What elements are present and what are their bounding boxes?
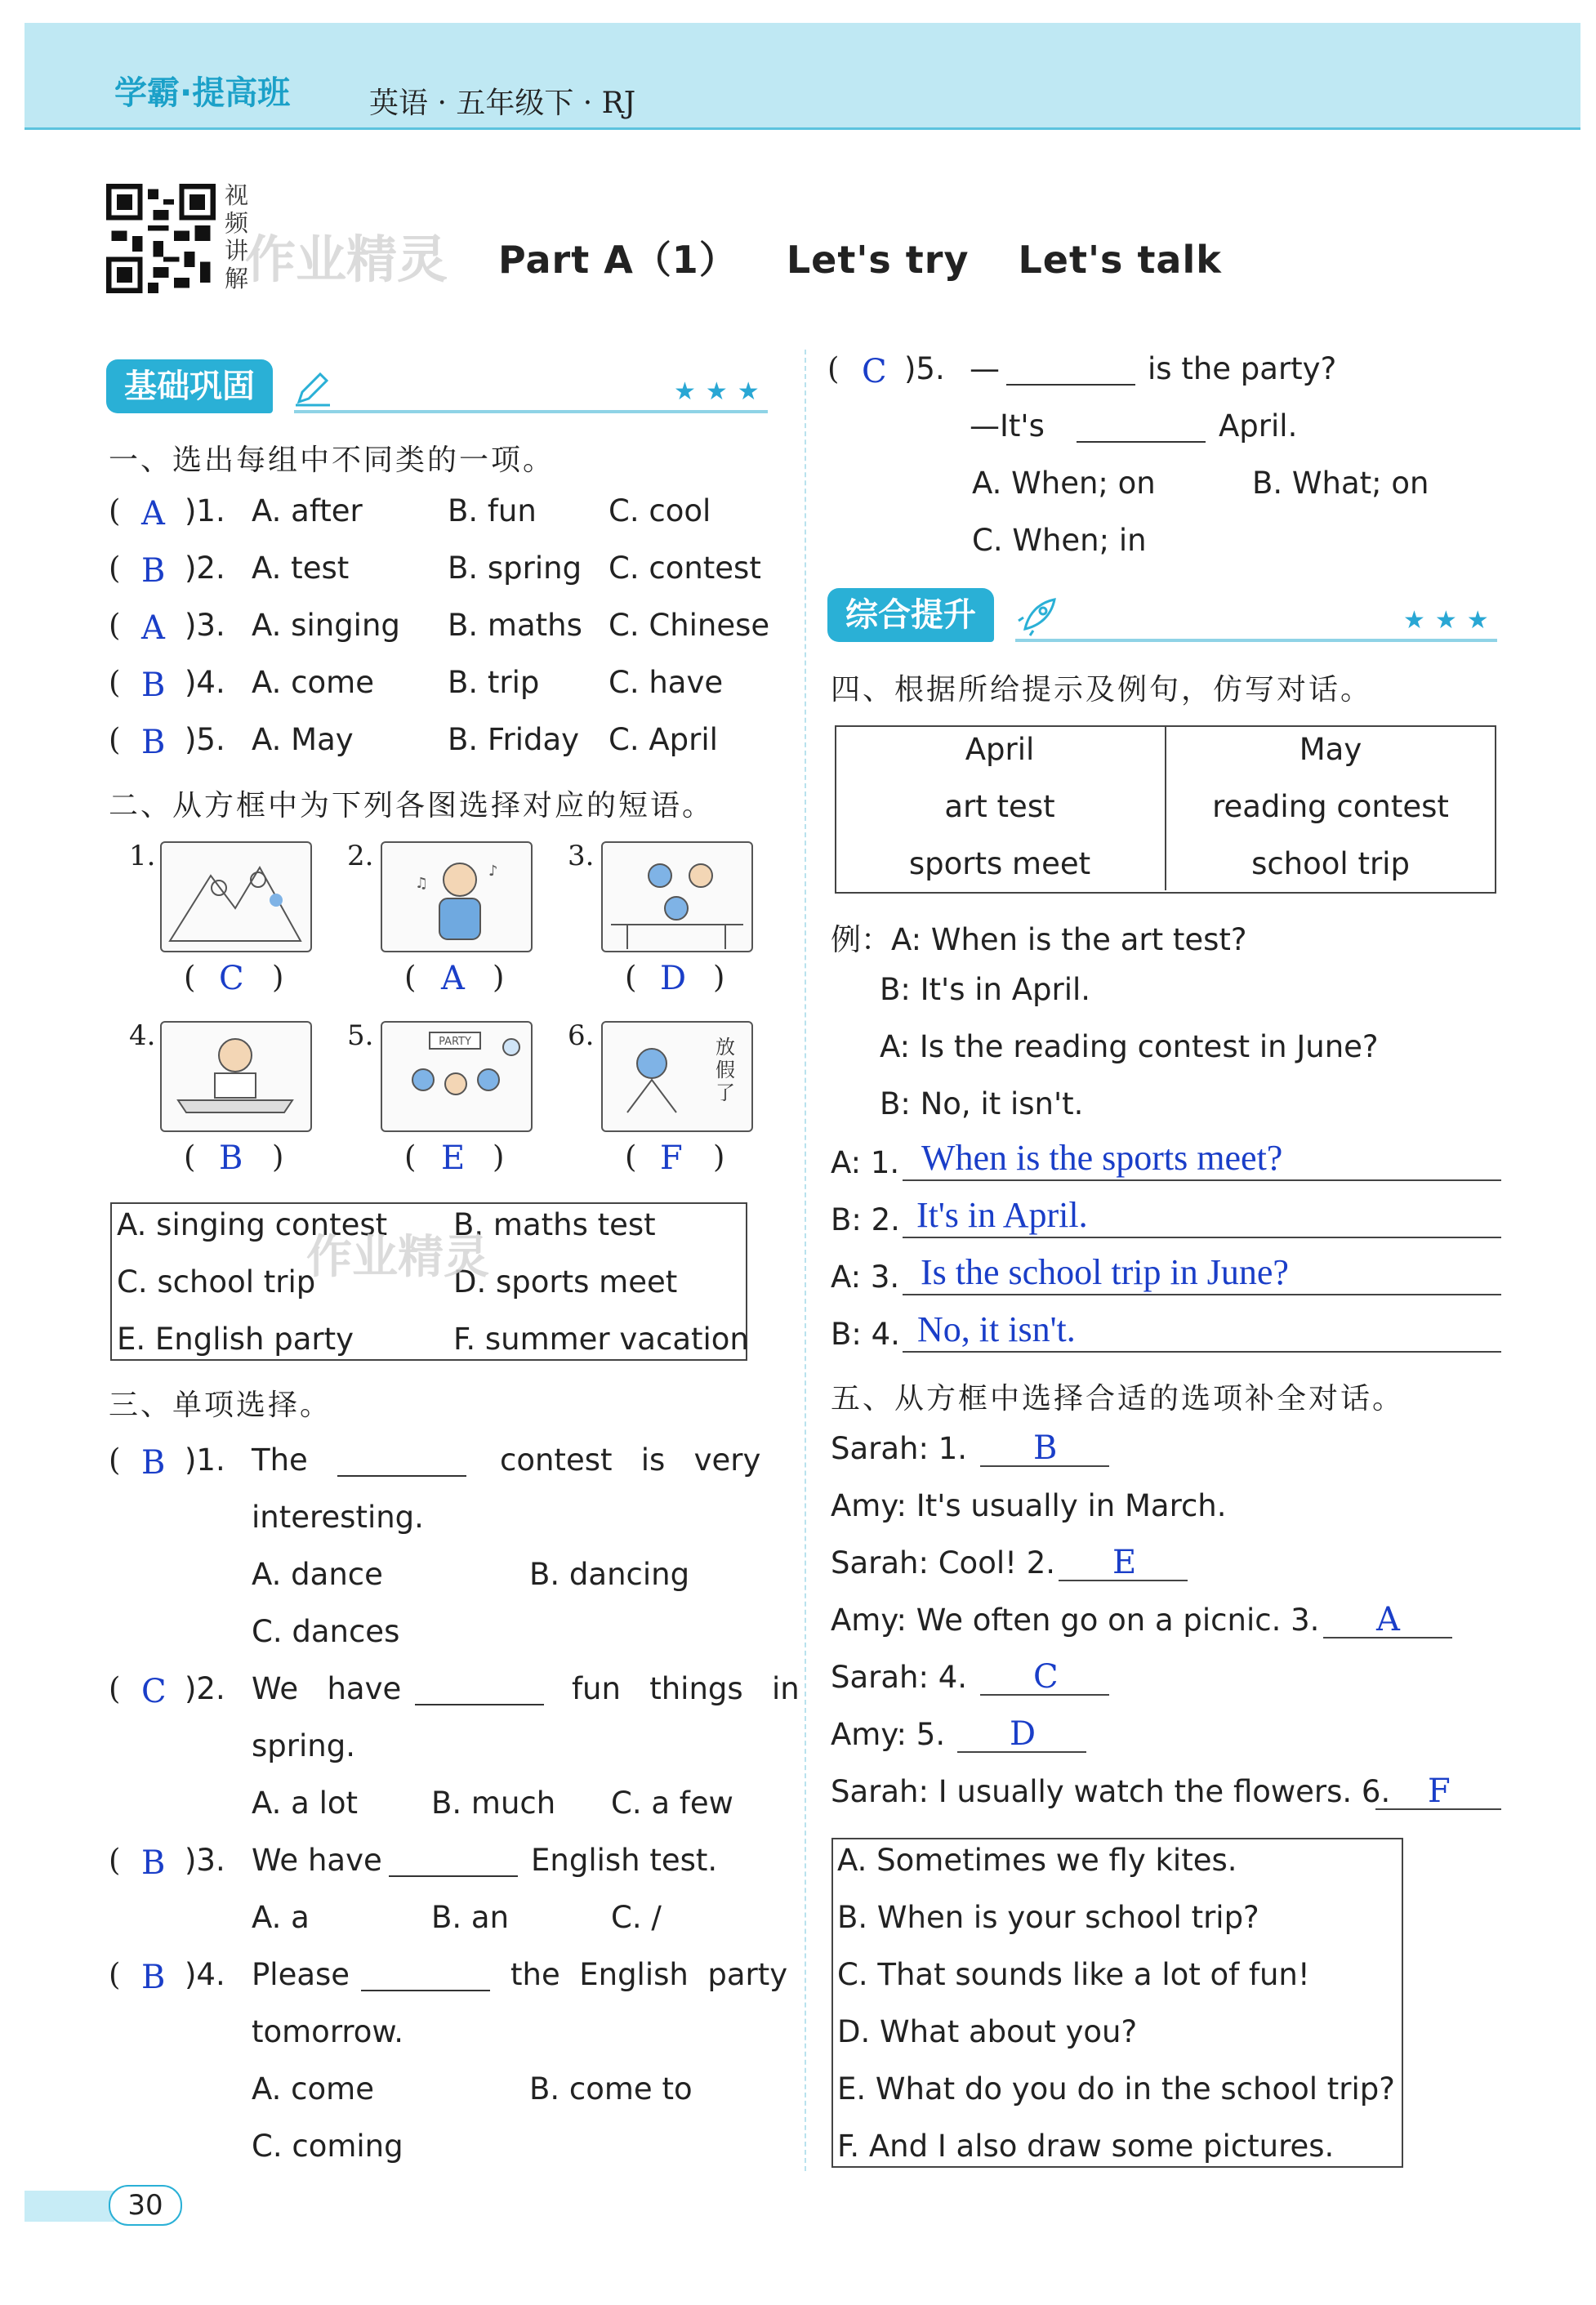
q3-stem: Please <box>252 1957 350 1992</box>
answer-blank <box>415 1704 544 1705</box>
svg-text:♫: ♫ <box>415 875 429 892</box>
page-title <box>498 230 1271 284</box>
q3-stem: —It's <box>970 408 1045 444</box>
example-line: A: Is the reading contest in June? <box>880 1029 1379 1064</box>
q5-option-b: B. When is your school trip? <box>837 1900 1259 1935</box>
answer-blank <box>389 1875 518 1877</box>
answer-blank <box>337 1475 466 1477</box>
q3-answer-5: C <box>862 353 887 390</box>
party-sign: PARTY <box>439 1036 471 1048</box>
q5-answer-5: D <box>1010 1715 1037 1753</box>
difficulty-stars: ★★★ <box>674 377 769 406</box>
q3-no: )3. <box>185 1843 225 1878</box>
picture-climbing <box>160 841 312 952</box>
q2-answer-4: B <box>219 1139 243 1177</box>
q1-option-a: A. singing <box>252 608 400 643</box>
picture-party <box>381 1021 533 1132</box>
section-basic-badge: 基础巩固 <box>106 359 273 413</box>
q5-answer-2: E <box>1112 1544 1137 1581</box>
table-cell: art test <box>944 789 1055 824</box>
q5-option-e: E. What do you do in the school trip? <box>837 2071 1395 2107</box>
q3-stem: English test. <box>531 1843 718 1878</box>
dialog-line: Sarah: Cool! 2. <box>831 1545 1056 1581</box>
q1-option-a: A. May <box>252 722 354 757</box>
pic-number: 3. <box>568 840 595 872</box>
q3-stem: tomorrow. <box>252 2014 404 2049</box>
vacation-sign: 放假了 <box>716 1036 735 1104</box>
q2-option-e: E. English party <box>117 1322 354 1357</box>
dialog-speaker: B: 2. <box>831 1202 900 1237</box>
example-line: 例：A: When is the art test? <box>831 922 1247 957</box>
watermark: 作业精灵 <box>245 230 448 289</box>
q3-option-a: A. When; on <box>972 466 1156 501</box>
q1-no: )4. <box>185 665 225 700</box>
q1-option-a: A. come <box>252 665 374 700</box>
q3-no: )5. <box>904 351 945 386</box>
q1-answer-3: A <box>141 609 165 647</box>
q3-answer-4: B <box>141 1959 166 1996</box>
picture-sports-meet <box>601 841 753 952</box>
q3-option-c: C. When; in <box>972 523 1147 558</box>
answer-blank <box>361 1990 490 1991</box>
table-cell: school trip <box>1251 846 1410 881</box>
q1-answer-1: A <box>141 495 165 533</box>
q2-option-a: A. singing contest <box>117 1207 388 1242</box>
q2-answer-2: A <box>441 960 465 997</box>
q3-heading: 三、单项选择。 <box>109 1389 332 1422</box>
q3-option-a: A. dance <box>252 1557 383 1592</box>
q3-option-b: B. much <box>431 1786 556 1821</box>
q2-answer-5: E <box>441 1139 466 1177</box>
q3-stem: We have <box>252 1843 382 1878</box>
q4-answer-1: When is the sports meet? <box>921 1138 1283 1178</box>
q3-option-b: B. come to <box>529 2071 693 2107</box>
q3-no: )1. <box>185 1442 225 1478</box>
q2-option-d: D. sports meet <box>453 1264 678 1300</box>
q5-option-c: C. That sounds like a lot of fun! <box>837 1957 1310 1992</box>
q1-option-c: C. Chinese <box>609 608 770 643</box>
q3-stem: April. <box>1219 408 1298 444</box>
answer-line <box>903 1351 1501 1353</box>
q3-stem: the English party <box>510 1957 788 1992</box>
dialog-line: Amy: We often go on a picnic. 3. <box>831 1603 1320 1638</box>
q3-option-c: C. dances <box>252 1614 400 1649</box>
q3-option-a: A. come <box>252 2071 374 2107</box>
q1-option-c: C. contest <box>609 551 761 586</box>
q1-option-a: A. after <box>252 493 363 528</box>
title-try: Let's try <box>786 238 970 282</box>
book-grade: 英语 · 五年级下 · RJ <box>369 87 636 120</box>
q2-option-c: C. school trip <box>117 1264 316 1300</box>
title-talk: Let's talk <box>1018 238 1222 282</box>
q2-answer-1: C <box>219 960 244 997</box>
q1-heading: 一、选出每组中不同类的一项。 <box>109 444 555 477</box>
q3-stem: fun things in <box>572 1671 800 1706</box>
dialog-line: Amy: 5. <box>831 1717 946 1752</box>
q3-answer-2: C <box>141 1673 167 1710</box>
q1-no: )3. <box>185 608 225 643</box>
q1-option-c: C. cool <box>609 493 711 528</box>
section-rule <box>294 410 768 413</box>
answer-line <box>903 1294 1501 1295</box>
qr-code-icon[interactable] <box>106 184 216 293</box>
pencil-icon <box>292 368 333 408</box>
q3-stem: spring. <box>252 1728 355 1763</box>
q3-stem: is the party? <box>1148 351 1337 386</box>
q3-no: )4. <box>185 1957 225 1992</box>
pic-number: 2. <box>347 840 374 872</box>
q1-no: )1. <box>185 493 225 528</box>
answer-line <box>903 1179 1501 1181</box>
q5-options-box <box>831 1838 1403 2168</box>
q3-stem: interesting. <box>252 1500 424 1535</box>
dialog-line: Sarah: I usually watch the flowers. 6. <box>831 1774 1391 1809</box>
brand-logo: 学霸·提高班 <box>114 74 291 112</box>
q3-answer-1: B <box>141 1444 166 1482</box>
q5-answer-1: B <box>1033 1429 1058 1467</box>
picture-singing <box>381 841 533 952</box>
example-line: B: It's in April. <box>880 972 1091 1007</box>
rocket-icon <box>1015 593 1061 639</box>
svg-text:♪: ♪ <box>488 863 498 880</box>
answer-blank <box>1077 441 1206 443</box>
q5-answer-3: A <box>1376 1601 1400 1638</box>
q5-heading: 五、从方框中选择合适的选项补全对话。 <box>831 1382 1405 1416</box>
q4-answer-2: It's in April. <box>916 1195 1088 1235</box>
q5-option-f: F. And I also draw some pictures. <box>837 2129 1335 2164</box>
dialog-speaker: A: 3. <box>831 1260 900 1295</box>
section-advanced-badge: 综合提升 <box>827 588 994 642</box>
q3-answer-3: B <box>141 1844 166 1882</box>
answer-blank <box>1006 384 1135 386</box>
q2-heading: 二、从方框中为下列各图选择对应的短语。 <box>109 789 715 823</box>
dialog-line: Sarah: 4. <box>831 1660 968 1695</box>
q1-option-b: B. fun <box>448 493 537 528</box>
q5-option-d: D. What about you? <box>837 2014 1138 2049</box>
q3-stem: We have <box>252 1671 402 1706</box>
q3-option-c: C. a few <box>611 1786 733 1821</box>
dialog-speaker: B: 4. <box>831 1317 900 1352</box>
q3-stem: — <box>970 351 1000 386</box>
column-divider <box>805 350 806 2171</box>
q1-answer-4: B <box>141 667 166 704</box>
watermark: 作业精灵 <box>306 1231 489 1284</box>
q4-answer-4: No, it isn't. <box>917 1309 1076 1349</box>
q1-option-c: C. have <box>609 665 724 700</box>
title-part: Part A（1） <box>498 238 738 282</box>
q1-option-b: B. spring <box>448 551 582 586</box>
table-cell: sports meet <box>908 846 1091 881</box>
q3-option-c: C. / <box>611 1900 662 1935</box>
page-band <box>25 2191 114 2222</box>
section-rule <box>1015 639 1497 642</box>
q5-option-a: A. Sometimes we fly kites. <box>837 1843 1237 1878</box>
q2-answer-6: F <box>660 1139 683 1177</box>
q1-answer-2: B <box>141 552 166 590</box>
q2-answer-3: D <box>660 960 687 997</box>
difficulty-stars: ★★★ <box>1403 606 1499 635</box>
q3-stem: contest is very <box>500 1442 761 1478</box>
pic-number: 1. <box>129 840 156 872</box>
q1-option-b: B. maths <box>448 608 582 643</box>
q1-no: )5. <box>185 722 225 757</box>
pic-number: 6. <box>568 1019 595 1052</box>
picture-test <box>160 1021 312 1132</box>
q2-option-f: F. summer vacation <box>453 1322 749 1357</box>
q3-option-b: B. What; on <box>1252 466 1429 501</box>
answer-line <box>903 1237 1501 1238</box>
q5-answer-6: F <box>1428 1772 1451 1810</box>
pic-number: 4. <box>129 1019 156 1052</box>
picture-vacation <box>601 1021 753 1132</box>
section-advanced-header <box>827 588 1497 645</box>
q3-option-b: B. an <box>431 1900 510 1935</box>
q2-option-b: B. maths test <box>453 1207 656 1242</box>
q3-option-b: B. dancing <box>529 1557 690 1592</box>
q1-option-a: A. test <box>252 551 350 586</box>
q1-option-b: B. trip <box>448 665 540 700</box>
q4-answer-3: Is the school trip in June? <box>921 1252 1289 1292</box>
q3-option-a: A. a <box>252 1900 310 1935</box>
dialog-line: Sarah: 1. <box>831 1431 968 1466</box>
section-basic-header <box>106 359 768 417</box>
table-cell: May <box>1299 732 1362 767</box>
example-line: B: No, it isn't. <box>880 1086 1084 1121</box>
q1-option-c: C. April <box>609 722 718 757</box>
q1-no: )2. <box>185 551 225 586</box>
q3-option-a: A. a lot <box>252 1786 359 1821</box>
q1-answer-5: B <box>141 724 166 761</box>
q1-option-b: B. Friday <box>448 722 580 757</box>
table-cell: April <box>965 732 1035 767</box>
qr-label: 视频讲解 <box>225 181 249 292</box>
page-number: 30 <box>109 2185 182 2226</box>
dialog-speaker: A: 1. <box>831 1145 900 1180</box>
dialog-line: Amy: It's usually in March. <box>831 1488 1227 1523</box>
q4-heading: 四、根据所给提示及例句，仿写对话。 <box>831 673 1373 707</box>
q3-no: )2. <box>185 1671 225 1706</box>
q3-stem: The <box>252 1442 308 1478</box>
pic-number: 5. <box>347 1019 374 1052</box>
q3-option-c: C. coming <box>252 2129 403 2164</box>
q5-answer-4: C <box>1033 1658 1059 1696</box>
table-cell: reading contest <box>1212 789 1449 824</box>
